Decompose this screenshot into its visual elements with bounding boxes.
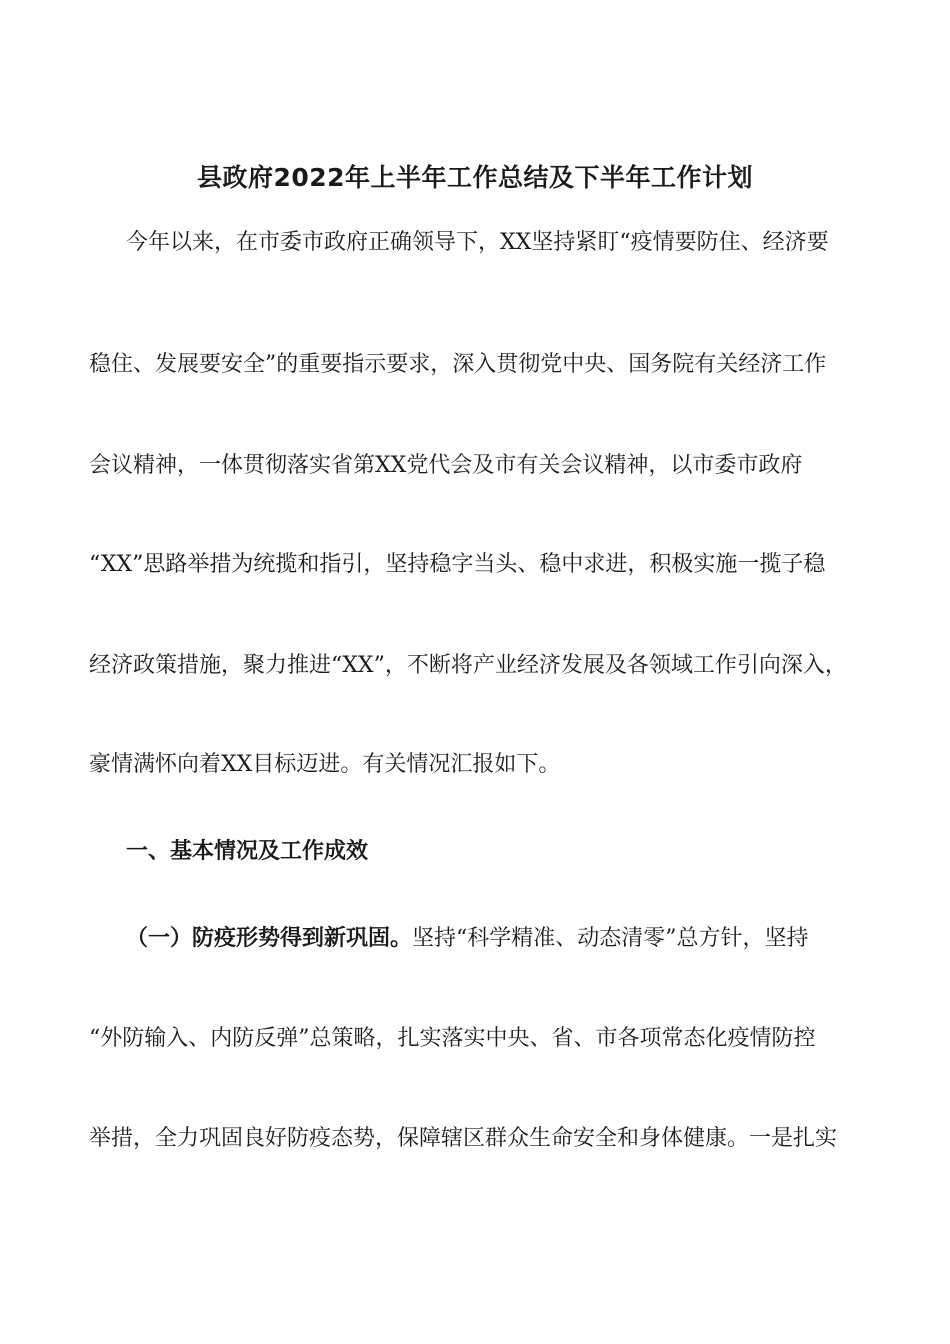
subsection-lead: （一）防疫形势得到新巩固。 <box>126 926 413 951</box>
intro-line-2: 稳住、发展要安全”的重要指示要求，深入贯彻党中央、国务院有关经济工作 <box>89 352 827 377</box>
intro-line-5: 经济政策措施，聚力推进“XX”，不断将产业经济发展及各领域工作引向深入， <box>89 653 847 678</box>
intro-line-6: 豪情满怀向着XX目标迈进。有关情况汇报如下。 <box>89 752 561 777</box>
intro-line-1: 今年以来，在市委市政府正确领导下，XX坚持紧盯“疫情要防住、经济要 <box>126 230 829 255</box>
document-title: 县政府2022年上半年工作总结及下半年工作计划 <box>196 163 754 192</box>
subsection-line-2: “外防输入、内防反弹”总策略，扎实落实中央、省、市各项常态化疫情防控 <box>89 1026 816 1051</box>
subsection-line-3: 举措，全力巩固良好防疫态势，保障辖区群众生命安全和身体健康。一是扎实 <box>89 1126 838 1151</box>
subsection-first-line-text: 坚持“科学精准、动态清零”总方针，坚持 <box>412 926 809 951</box>
intro-line-3: 会议精神，一体贯彻落实省第XX党代会及市有关会议精神，以市委市政府 <box>89 453 803 478</box>
intro-line-4: “XX”思路举措为统揽和指引，坚持稳字当头、稳中求进，积极实施一揽子稳 <box>89 552 826 577</box>
subsection-first-line <box>126 919 906 959</box>
section-heading: 一、基本情况及工作成效 <box>126 839 369 864</box>
